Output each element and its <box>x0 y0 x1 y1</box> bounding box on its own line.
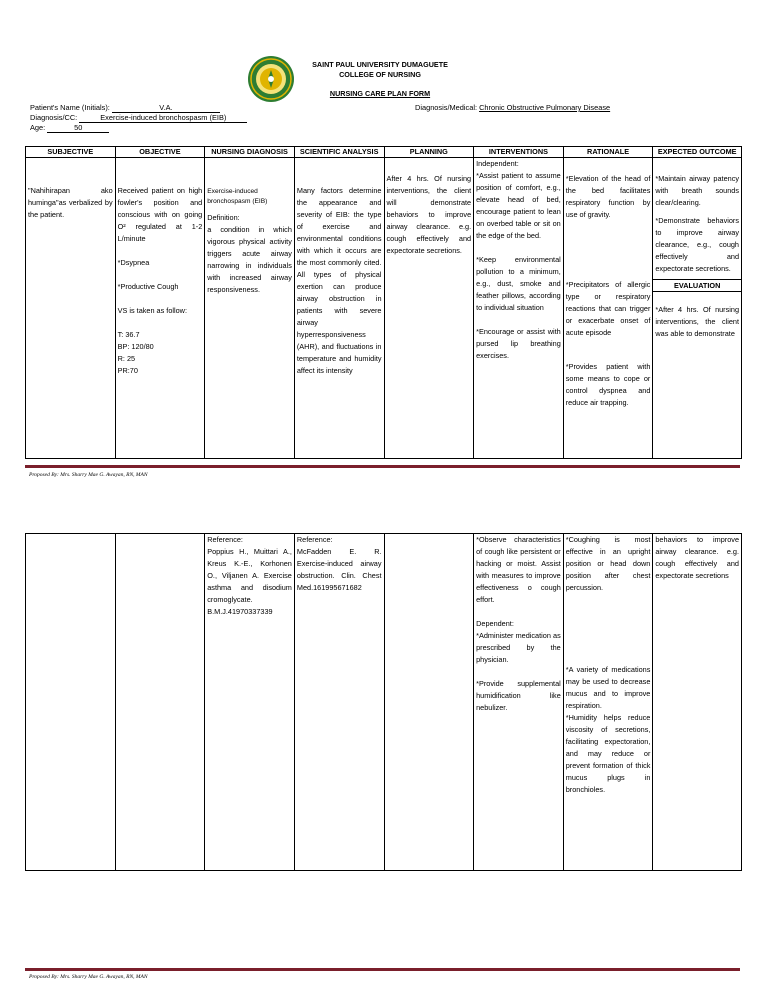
dependent-label: Dependent: <box>476 619 514 628</box>
evaluation-header: EVALUATION <box>653 279 741 292</box>
intervention-item: *Assist patient to assume position of comfort, e.g., elevate head of bed, encourage patient to lean on overbed table or sit on the edge of the bed. <box>476 171 561 240</box>
form-title: NURSING CARE PLAN FORM <box>329 89 431 98</box>
content-row <box>26 534 742 871</box>
rationale-item: *Elevation of the head of the bed facilitates respiratory function by use of gravity. <box>565 174 651 219</box>
patient-name-value: V.A. <box>112 103 220 113</box>
evaluation-text: *After 4 hrs. Of nursing interventions, the client was able to demonstrate <box>655 305 739 338</box>
planning-cell <box>384 158 474 459</box>
age-value: 50 <box>47 123 109 133</box>
planning-cell <box>384 534 474 871</box>
intervention-item: *Observe characteristics of cough like persistent or hacking or moist. Assist with measures to improve effectiveness o cough effort. <box>476 535 561 604</box>
university-name: SAINT PAUL UNIVERSITY DUMAGUETE <box>312 60 448 69</box>
care-plan-table-page1 <box>25 146 742 459</box>
footer-rule <box>25 465 740 468</box>
vital-sign-bp: BP: 120/80 <box>117 342 154 351</box>
rationale-item: *Coughing is most effective in an upright position or head down position after chest percussion. <box>565 535 651 592</box>
column-header-objective: OBJECTIVE <box>115 147 205 158</box>
header-row <box>26 147 742 158</box>
outcome-continued-text: behaviors to improve airway clearance. e.g. cough effectively and expectorate secretions <box>655 535 739 580</box>
outcome-item: *Demonstrate behaviors to improve airway clearance, e.g., cough effectively and expectorate secretions. <box>655 216 739 273</box>
expected-outcome-cell <box>653 158 742 459</box>
analysis-text: Many factors determine the appearance and severity of EIB: the type of exercise and environmental conditions with which it occurs are the most commonly cited. All types of physical exertion can produce airway obstruction in patients with severe airway hyperresponsiveness (AHR), and fluctuations in temperature and humidity affect its intensity <box>296 186 382 375</box>
scientific-analysis-cell <box>294 534 384 871</box>
medical-diagnosis-row <box>415 103 610 112</box>
university-seal-icon <box>247 55 295 103</box>
rationale-cell <box>563 534 653 871</box>
scientific-analysis-cell <box>294 158 384 459</box>
column-header-subjective: SUBJECTIVE <box>26 147 116 158</box>
definition-text: a condition in which vigorous physical activity triggers acute airway narrowing in individuals with increased airway responsiveness. <box>207 225 292 294</box>
column-header-planning: PLANNING <box>384 147 474 158</box>
objective-vs-intro: VS is taken as follow: <box>117 306 187 315</box>
column-header-scientific-analysis: SCIENTIFIC ANALYSIS <box>294 147 384 158</box>
nursing-diagnosis-cell <box>205 534 295 871</box>
vital-sign-resp: R: 25 <box>117 354 136 363</box>
interventions-cell <box>474 158 564 459</box>
diagnosis-reference-text: Poppius H., Muittari A., Kreus K.-E., Korhonen O., Viljanen A. Exercise asthma and disodium cromoglycate. B.M.J.41970337339 <box>207 547 292 616</box>
footer-proposed-by: Proposed By: Mrs. Sharry Mae G. Awayan, RN, MAN <box>29 472 148 478</box>
vital-sign-pulse: PR:70 <box>117 366 138 375</box>
diagnosis-cc-value: Exercise-induced bronchospasm (EIB) <box>79 113 247 123</box>
intervention-item: *Administer medication as prescribed by the physician. <box>476 631 561 664</box>
outcome-item: *Maintain airway patency with breath sounds clear/clearing. <box>655 174 739 207</box>
subjective-cell <box>26 534 116 871</box>
interventions-cell <box>474 534 564 871</box>
independent-label: Independent: <box>476 159 519 168</box>
footer-rule <box>25 968 740 971</box>
diagnosis-cc-row <box>30 113 247 123</box>
planning-text: After 4 hrs. Of nursing interventions, the client will demonstrate behaviors to improve airway clearance. e.g. cough effectively and expectorate secretions. <box>386 174 472 255</box>
age-row <box>30 123 109 133</box>
objective-cell <box>115 534 205 871</box>
footer-proposed-by: Proposed By: Mrs. Sharry Mae G. Awayan, RN, MAN <box>29 974 148 980</box>
intervention-item: *Provide supplemental humidification like nebulizer. <box>476 679 561 712</box>
objective-received-text: Received patient on high fowler's position and conscious with on going O² regulated at 1-2 L/minute <box>117 186 203 243</box>
age-label: Age: <box>30 123 46 132</box>
vital-sign-temp: T: 36.7 <box>117 330 140 339</box>
intervention-item: *Encourage or assist with pursed lip breathing exercises. <box>476 327 561 360</box>
rationale-item: *A variety of medications may be used to decrease mucus and to improve respiration. <box>565 665 651 710</box>
column-header-expected-outcome: EXPECTED OUTCOME <box>653 147 742 158</box>
objective-cell <box>115 158 205 459</box>
analysis-reference-text: McFadden E. R. Exercise-induced airway obstruction. Clin. Chest Med.161995671682 <box>296 547 382 592</box>
diagnosis-reference-label: Reference: <box>207 535 243 544</box>
college-name: COLLEGE OF NURSING <box>339 70 421 79</box>
patient-name-label: Patient's Name (Initials): <box>30 103 110 112</box>
objective-dyspnea: *Dsypnea <box>117 258 150 267</box>
rationale-item: *Humidity helps reduce viscosity of secretions, facilitating expectoration, and may reduce or prevent formation of thick mucus plugs in bronchioles. <box>565 713 651 794</box>
column-header-rationale: RATIONALE <box>563 147 653 158</box>
rationale-item: *Provides patient with some means to cope or control dyspnea and reduce air trapping. <box>565 362 651 407</box>
care-plan-table-page2 <box>25 533 742 871</box>
diagnosis-title: Exercise-induced bronchospasm (EIB) <box>207 188 268 205</box>
subjective-text: "Nahihirapan ako huminga"as verbalized by the patient. <box>28 186 113 219</box>
nursing-diagnosis-cell <box>205 158 295 459</box>
objective-cough: *Productive Cough <box>117 282 179 291</box>
diagnosis-cc-label: Diagnosis/CC: <box>30 113 78 122</box>
medical-diagnosis-label: Diagnosis/Medical: <box>415 103 478 112</box>
content-row <box>26 158 742 459</box>
analysis-reference-label: Reference: <box>296 535 333 544</box>
medical-diagnosis-value: Chronic Obstructive Pulmonary Disease <box>479 103 611 112</box>
column-header-interventions: INTERVENTIONS <box>474 147 564 158</box>
subjective-cell <box>26 158 116 459</box>
intervention-item: *Keep environmental pollution to a minimum, e.g., dust, smoke and feather pillows, according to individual situation <box>476 255 561 312</box>
column-header-nursing-diagnosis: NURSING DIAGNOSIS <box>205 147 295 158</box>
rationale-cell <box>563 158 653 459</box>
expected-outcome-cell <box>653 534 742 871</box>
patient-name-row <box>30 103 220 113</box>
rationale-item: *Precipitators of allergic type or respiratory reactions that can trigger or exacerbate onset of acute episode <box>565 280 651 337</box>
definition-label: Definition: <box>207 213 240 222</box>
